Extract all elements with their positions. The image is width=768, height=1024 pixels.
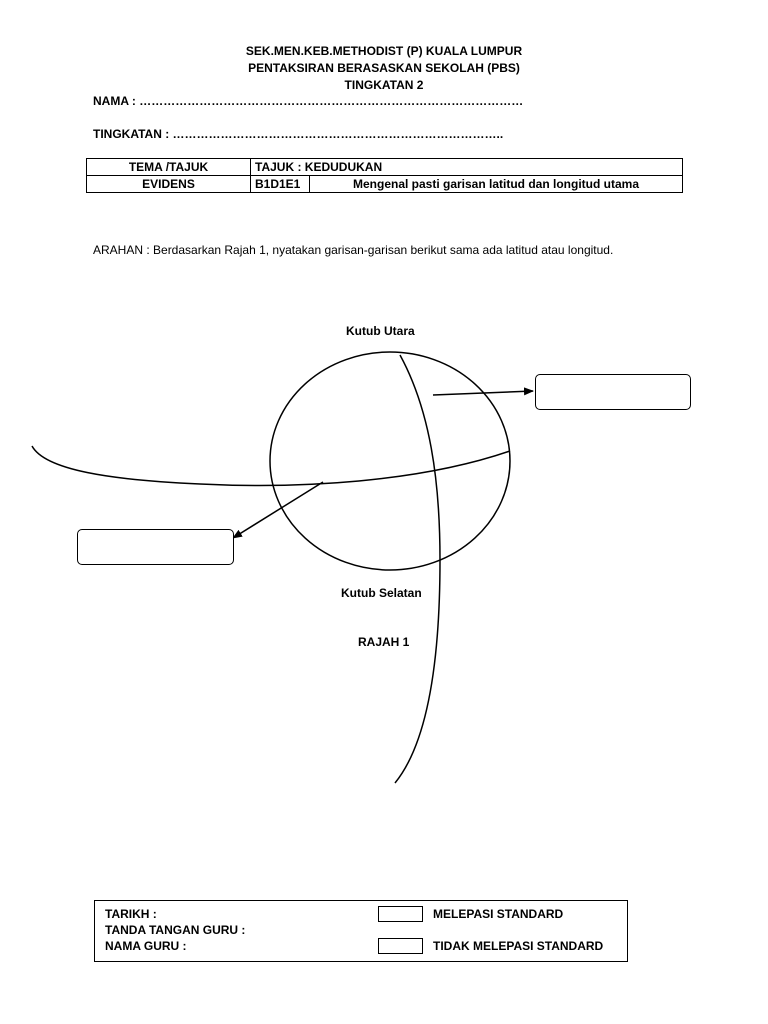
topic-value: TAJUK : KEDUDUKAN bbox=[251, 159, 683, 176]
arrow-to-left-box bbox=[233, 482, 323, 538]
fail-checkbox[interactable] bbox=[378, 938, 423, 954]
form-level: TINGKATAN 2 bbox=[344, 78, 424, 92]
answer-box-left[interactable] bbox=[77, 529, 234, 565]
evidence-code: B1D1E1 bbox=[251, 176, 310, 193]
topic-label: TEMA /TAJUK bbox=[87, 159, 251, 176]
globe-outline bbox=[270, 352, 510, 570]
answer-box-right[interactable] bbox=[535, 374, 691, 410]
north-pole-label: Kutub Utara bbox=[346, 324, 415, 338]
school-name: SEK.MEN.KEB.METHODIST (P) KUALA LUMPUR bbox=[245, 44, 523, 58]
teacher-name-label: NAMA GURU : bbox=[105, 939, 187, 953]
evidence-label: EVIDENS bbox=[87, 176, 251, 193]
figure-caption: RAJAH 1 bbox=[358, 635, 410, 649]
instruction-text: ARAHAN : Berdasarkan Rajah 1, nyatakan garisan-garisan berikut sama ada latitud atau longitud. bbox=[93, 243, 614, 257]
fail-label: TIDAK MELEPASI STANDARD bbox=[433, 939, 604, 953]
evidence-description: Mengenal pasti garisan latitud dan longitud utama bbox=[310, 176, 683, 193]
assessment-footer bbox=[94, 900, 628, 962]
form-field[interactable]: TINGKATAN : ……………………………………………………………………….. bbox=[93, 127, 504, 141]
south-pole-label: Kutub Selatan bbox=[341, 586, 422, 600]
signature-label: TANDA TANGAN GURU : bbox=[105, 923, 246, 937]
date-label: TARIKH : bbox=[105, 907, 157, 921]
name-field[interactable]: NAMA : …………………………………………………………………………………… bbox=[93, 94, 524, 108]
pass-checkbox[interactable] bbox=[378, 906, 423, 922]
pass-label: MELEPASI STANDARD bbox=[433, 907, 564, 921]
assessment-title: PENTAKSIRAN BERASASKAN SEKOLAH (PBS) bbox=[248, 61, 520, 75]
